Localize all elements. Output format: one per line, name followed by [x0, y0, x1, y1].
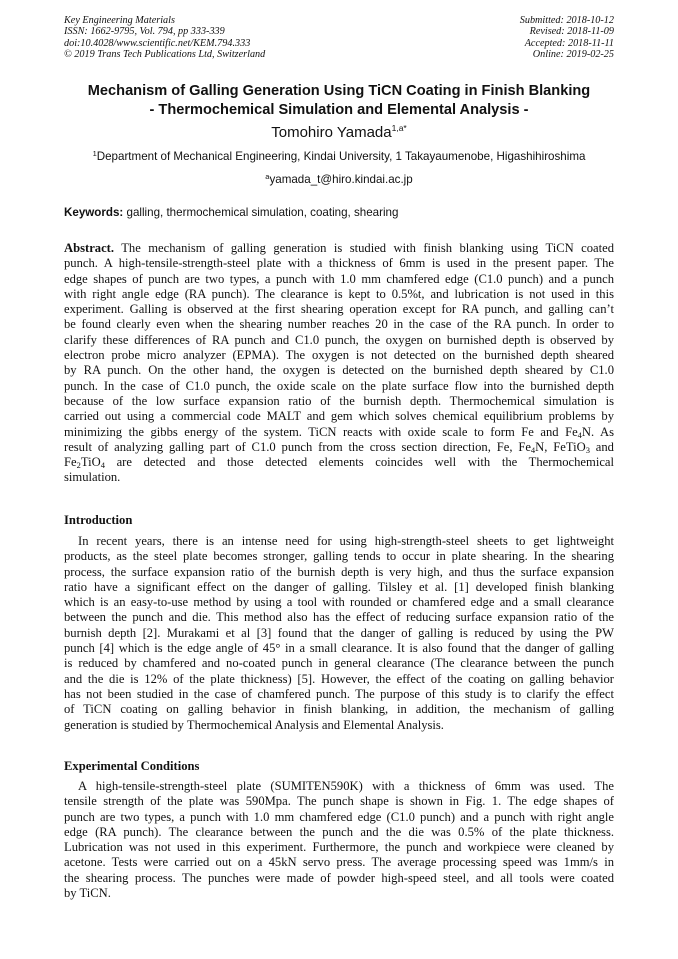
- paragraph-line: A high-tensile-strength-steel plate (SUMITEN590K) with a thickness of 6mm was used. The: [78, 779, 614, 793]
- abstract-line: Abstract. The mechanism of galling generation is studied with finish blanking using TiCN coated: [64, 241, 614, 255]
- paragraph-line: punch [4] which is the edge angle of 45° in a small clearance. It is also found that the danger of galling: [64, 641, 614, 656]
- paragraph-line: acetone. Tests were carried out on a 45kN servo press. The average processing speed was 1mm/s in: [64, 855, 614, 870]
- paragraph-line: of TiCN coating on galling behavior in finish blanking, in addition, the mechanism of galling: [64, 702, 614, 717]
- affiliation-text: Department of Mechanical Engineering, Kindai University, 1 Takayaumenobe, Higashihiroshima: [96, 150, 586, 163]
- paragraph-line: between the punch and die. This method also has the effect of reducing surface expansion ratio of the: [64, 610, 614, 625]
- journal-copyright: © 2019 Trans Tech Publications Ltd, Switzerland: [64, 49, 266, 61]
- paragraph-line: process, the surface expansion ratio of the burnish depth is very high, and thus the surface expansion: [64, 564, 614, 579]
- paragraph-line: products, as the steel plate becomes stronger, galling tends to occur in plate shearing. In the shearing: [64, 549, 614, 564]
- paragraph-line: the shearing process. The punches were made of powder high-speed steel, and all tools were coated: [64, 870, 614, 885]
- date-submitted: Submitted: 2018-10-12: [519, 15, 614, 26]
- paragraph-line: edge (RA punch). The clearance between the punch and the die was 0.5% of the plate thickness.: [64, 824, 614, 839]
- abstract-line: punch. In the case of C1.0 punch, the oxide scale on the plate surface flow into the burnished depth: [64, 378, 614, 393]
- paper-title: [40, 82, 638, 120]
- experimental-paragraph: [64, 779, 614, 901]
- journal-name: Key Engineering Materials: [64, 15, 175, 26]
- paragraph-line: burnish depth [2]. Murakami et al [3] found that the danger of galling is reduced by using the PW: [64, 625, 614, 640]
- author: [40, 124, 638, 142]
- section-heading-experimental: Experimental Conditions: [64, 759, 200, 773]
- email-sup: a: [265, 172, 270, 181]
- abstract-line: $Fe_2TiO_4$ are detected and those detected elements coincides well with the Thermochemical: [64, 455, 614, 471]
- paragraph-line: by TiCN.: [64, 886, 111, 901]
- abstract-line: result of analyzing galling part of C1.0 punch from the cross section direction, Fe, $Fe_4N$, FeTiO$_3$ and: [64, 439, 614, 455]
- abstract-line: punch. A high-tensile-strength-steel plate with a thickness of 6mm is used in the present paper. The: [64, 256, 614, 271]
- paragraph-line: Lubrication was not used in this experiment. Furthermore, the punch and workpiece were cleaned by: [64, 840, 614, 855]
- abstract: [64, 241, 614, 486]
- journal-issn: ISSN: 1662-9795, Vol. 794, pp 333-339: [64, 26, 225, 38]
- email-text: yamada_t@hiro.kindai.ac.jp: [269, 173, 413, 186]
- paragraph-line: is reduced by chamfered and no-coated punch in general clearance (The clearance between the punch: [64, 656, 614, 671]
- keywords: [64, 206, 624, 220]
- paragraph-line: generation is studied by Thermochemical Analysis and Elemental Analysis.: [64, 717, 444, 732]
- paragraph-line: has not been studied in the case of chamfered punch. The purpose of this study is to clarify the effect: [64, 686, 614, 701]
- paragraph-line: punch are two types, a punch with 1.0 mm chamfered edge (C1.0 punch) and a punch with right angle: [64, 809, 614, 824]
- keywords-label: Keywords:: [64, 206, 124, 219]
- abstract-line: experiment. Galling is observed at the first shearing operation except for RA punch, and galling can’t: [64, 302, 614, 317]
- paragraph-line: tensile strength of the plate was 590Mpa. The punch shape is shown in Fig. 1. The edge shapes of: [64, 794, 614, 809]
- author-email: [40, 173, 638, 187]
- date-revised: Revised: 2018-11-09: [529, 26, 614, 38]
- keywords-text: galling, thermochemical simulation, coating, shearing: [123, 206, 399, 219]
- paragraph-line: ratio have a significant effect on the danger of galling. Tilsley et al. [1] developed finish blanking: [64, 579, 614, 594]
- journal-doi: doi:10.4028/www.scientific.net/KEM.794.333: [64, 37, 251, 49]
- paragraph-line: which is an easy-to-use method by using a tool with rounded or chamfered edge and a small clearance: [64, 595, 614, 610]
- section-heading-introduction: Introduction: [64, 513, 133, 527]
- paragraph-line: and the die is 12% of the plate thickness) [5]. However, the effect of the coating on galling behavior: [64, 671, 614, 686]
- author-name: Tomohiro Yamada: [271, 124, 392, 141]
- title-line-2: - Thermochemical Simulation and Elemental Analysis -: [149, 102, 529, 118]
- abstract-line: with right angle edge (RA punch). The clearance is kept to 0.5%t, and lubrication is not used in this: [64, 286, 614, 301]
- abstract-label: Abstract.: [64, 241, 115, 255]
- date-accepted: Accepted: 2018-11-11: [524, 37, 614, 49]
- journal-info: [64, 15, 265, 61]
- abstract-line: be found clearly even when the shearing number reaches 20 in the case of the RA punch. In order to: [64, 317, 614, 332]
- abstract-line: clarify these differences of RA punch and C1.0 punch, the oxygen on burnished depth is observed by: [64, 332, 614, 347]
- title-line-1: Mechanism of Galling Generation Using TiCN Coating in Finish Blanking: [87, 83, 591, 99]
- abstract-line: by RA punch. On the other hand, the oxygen is detected on the burnished depth sheared by C1.0: [64, 363, 614, 378]
- date-online: Online: 2019-02-25: [532, 49, 614, 61]
- abstract-line: simulation.: [64, 470, 121, 485]
- paragraph-line: In recent years, there is an intense need for using high-strength-steel sheets to get lightweight: [78, 534, 614, 548]
- introduction-paragraph: [64, 534, 614, 733]
- publication-dates: [520, 15, 614, 61]
- abstract-line: carried out using a commercial code MALT and gem which solves chemical equilibrium problems by: [64, 409, 614, 424]
- abstract-line: minimizing the gibbs energy of the system. TiCN reacts with oxide scale to form Fe and $Fe_4N$. As: [64, 424, 614, 440]
- affiliation: [30, 150, 648, 164]
- author-sup: 1,a*: [391, 123, 407, 133]
- affiliation-sup: 1: [92, 149, 97, 158]
- abstract-line: because of the low surface expansion ratio of the burnish depth. Thermochemical simulation is: [64, 393, 614, 408]
- abstract-line: edge shapes of punch are two types, a punch with 1.0 mm chamfered edge (C1.0 punch) and a punch: [64, 271, 614, 286]
- abstract-line: electron probe micro analyzer (EPMA). The oxygen is not detected on the burnished depth sheared: [64, 348, 614, 363]
